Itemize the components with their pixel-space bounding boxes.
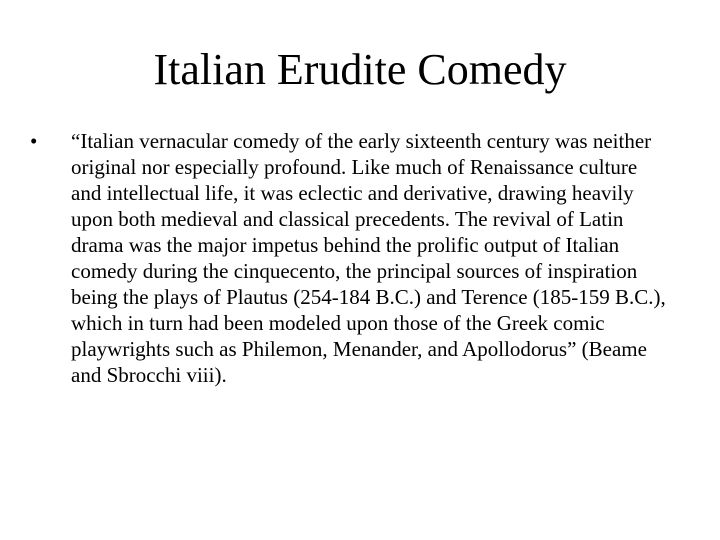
bullet-text: “Italian vernacular comedy of the early sixteenth century was neither original nor especially profound. Like much of Renaissance culture and intellectual life, it was eclectic and derivative, drawing heavily upon both medieval and classical precedents. The revival of Latin drama was the major impetus behind the prolific output of Italian comedy during the cinquecento, the principal sources of inspiration being the plays of Plautus (254-184 B.C.) and Terence (185-159 B.C.), which in turn had been modeled upon those of the Greek comic playwrights such as Philemon, Menander, and Apollodorus” (Beame and Sbrocchi viii). [71,129,666,387]
bullet-list [30,128,670,388]
slide-title: Italian Erudite Comedy [153,45,567,94]
bullet-icon: • [30,129,38,153]
bullet-item [30,128,670,388]
